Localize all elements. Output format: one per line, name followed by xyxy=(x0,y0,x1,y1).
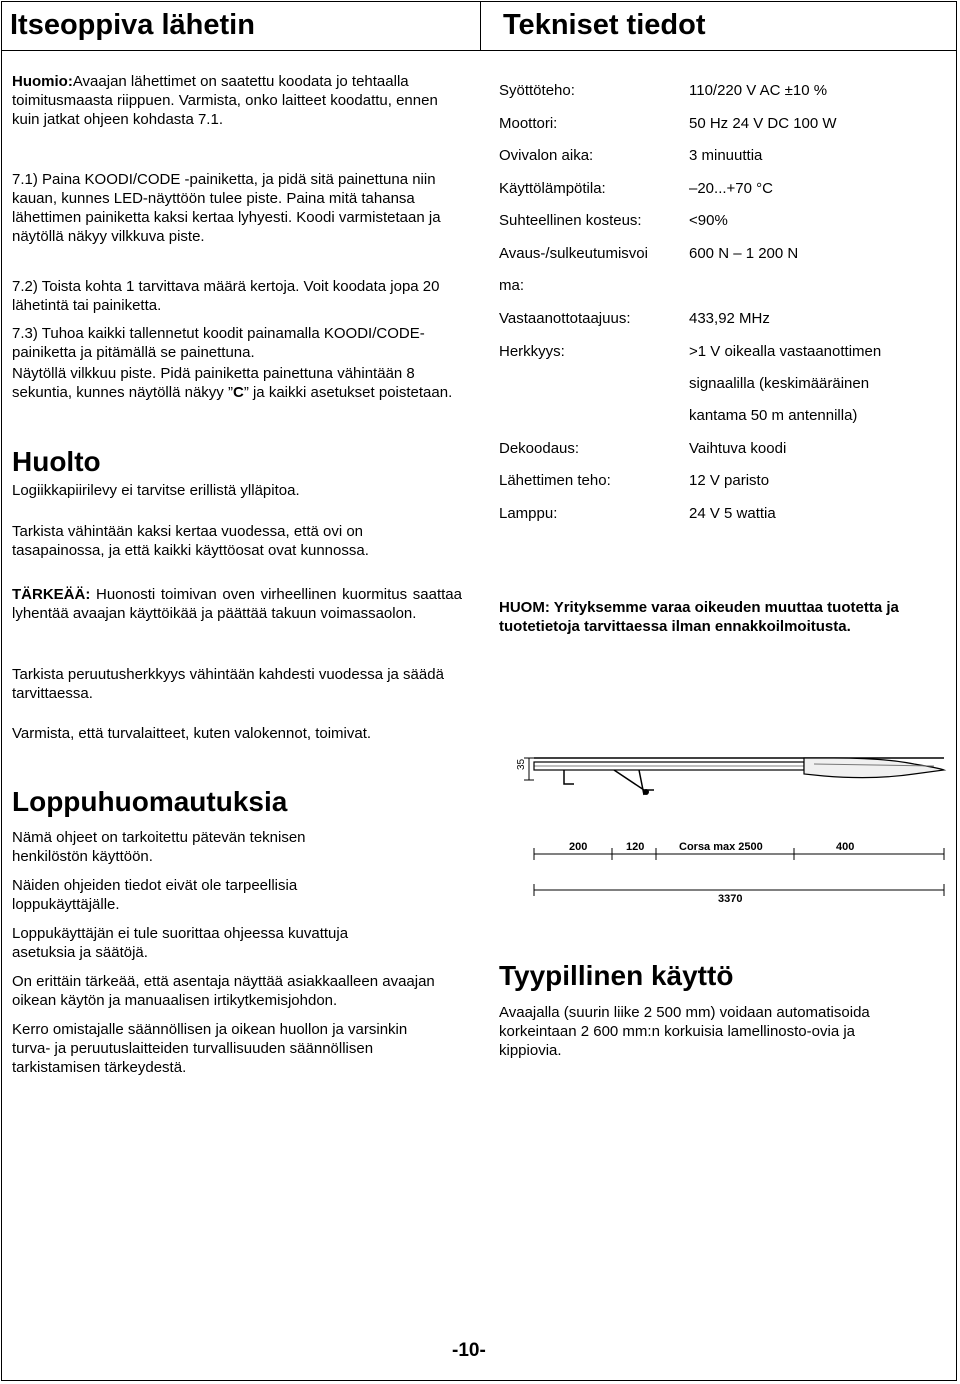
spec-row xyxy=(499,310,939,330)
final-notes-heading: Loppuhuomautuksia xyxy=(12,786,288,817)
spec-label: Lähettimen teho: xyxy=(499,472,611,489)
spec-value: signaalilla (keskimääräinen xyxy=(689,375,870,392)
spec-value: 600 N – 1 200 N xyxy=(689,245,799,262)
dim-200-label: 200 xyxy=(569,841,588,853)
page-number: -10- xyxy=(452,1340,486,1361)
maintenance-safety-devices: Varmista, että turvalaitteet, kuten valokennot, toimivat. xyxy=(12,725,372,742)
dim-35-label: 35 xyxy=(516,758,527,770)
note-text: Avaajan lähettimet on saatettu koodata jo tehtaalla toimitusmaasta riippuen. Varmista, onko laitteet koodattu, ennen kuin jatkat ohjeen kohdasta 7.1. xyxy=(12,73,438,128)
spec-row xyxy=(499,245,939,265)
arm-joint xyxy=(643,789,649,795)
step-7-3-a: 7.3) Tuhoa kaikki tallennetut koodit painamalla KOODI/CODE-painiketta ja pitämällä se painettuna. xyxy=(12,325,425,361)
motor-head xyxy=(804,758,944,778)
spec-value: >1 V oikealla vastaanottimen xyxy=(689,343,882,360)
typical-use-text: Avaajalla (suurin liike 2 500 mm) voidaan automatisoida korkeintaan 2 600 mm:n korkuisia lamellinosto-ovia ja kippiovia. xyxy=(499,1004,870,1059)
dim-120-label: 120 xyxy=(626,841,645,853)
header-divider xyxy=(1,50,957,51)
spec-label: Suhteellinen kosteus: xyxy=(499,212,642,229)
step-7-3-b xyxy=(12,364,478,402)
final-note-4: On erittäin tärkeää, että asentaja näyttää asiakkaalleen avaajan oikean käytön ja manuaalisen irtikytkemisjohdon. xyxy=(12,973,435,1009)
spec-value: <90% xyxy=(689,212,728,229)
spec-row xyxy=(499,212,939,232)
spec-label: Dekoodaus: xyxy=(499,440,580,457)
spec-value: 3 minuuttia xyxy=(689,147,763,164)
spec-row xyxy=(499,82,939,102)
spec-value: 110/220 V AC ±10 % xyxy=(689,82,828,99)
spec-label: Herkkyys: xyxy=(499,343,565,360)
spec-label: Avaus-/sulkeutumisvoi xyxy=(499,245,648,262)
spec-value: 24 V 5 wattia xyxy=(689,505,776,522)
spec-label: Vastaanottotaajuus: xyxy=(499,310,631,327)
spec-label: Käyttölämpötila: xyxy=(499,180,606,197)
important-text: Huonosti toimivan oven virheellinen kuormitus saattaa lyhentää avaajan käyttöikää ja päättää takuun voimassaolon. xyxy=(12,586,462,622)
note-label: Huomio: xyxy=(12,73,73,90)
final-note-5: Kerro omistajalle säännöllisen ja oikean huollon ja varsinkin turva- ja peruutuslaitteiden turvallisuuden säännöllisen tarkistamisen tärkeydestä. xyxy=(12,1021,408,1076)
dim-3370-label: 3370 xyxy=(718,893,743,905)
dim-400-label: 400 xyxy=(836,841,855,853)
installation-dimension-diagram xyxy=(494,740,950,910)
spec-label: Lamppu: xyxy=(499,505,558,522)
spec-row xyxy=(499,375,939,395)
spec-row xyxy=(499,180,939,200)
maintenance-heading: Huolto xyxy=(12,446,101,477)
spec-label: ma: xyxy=(499,277,525,294)
spec-row xyxy=(499,343,939,363)
right-header-title: Tekniset tiedot xyxy=(503,9,706,41)
spec-value: 433,92 MHz xyxy=(689,310,770,327)
step-7-1: 7.1) Paina KOODI/CODE -painiketta, ja pidä sitä painettuna niin kauan, kunnes LED-näyttöön tulee piste. Paina mitä tahansa lähettimen painiketta kaksi kertaa lyhyesti. Koodi varmistetaan ja näytöllä näkyy vilkkuva piste. xyxy=(12,171,441,245)
important-label: TÄRKEÄÄ: xyxy=(12,586,91,603)
spec-row xyxy=(499,407,939,427)
final-note-2: Näiden ohjeiden tiedot eivät ole tarpeellisia loppukäyttäjälle. xyxy=(12,877,298,913)
spec-label: Moottori: xyxy=(499,115,558,132)
spec-row xyxy=(499,505,939,525)
maintenance-sensitivity: Tarkista peruutusherkkyys vähintään kahdesti vuodessa ja säädä tarvittaessa. xyxy=(12,666,444,702)
step-7-3-b-text-2: ” ja kaikki asetukset poistetaan. xyxy=(243,384,453,401)
spec-label: Ovivalon aika: xyxy=(499,147,594,164)
spec-row xyxy=(499,147,939,167)
door-arm xyxy=(564,770,654,795)
spec-value: kantama 50 m antennilla) xyxy=(689,407,858,424)
note-paragraph xyxy=(12,72,452,129)
important-note xyxy=(12,585,462,623)
maintenance-logic-board: Logiikkapiirilevy ei tarvitse erillistä ylläpitoa. xyxy=(12,482,300,499)
spec-value: 50 Hz 24 V DC 100 W xyxy=(689,115,837,132)
spec-row xyxy=(499,277,939,297)
left-header-title: Itseoppiva lähetin xyxy=(10,9,255,41)
step-7-2: 7.2) Toista kohta 1 tarvittava määrä kertoja. Voit koodata jopa 20 lähetintä tai painiketta. xyxy=(12,278,440,314)
step-7-3-b-text-1: Näytöllä vilkkuu piste. Pidä painiketta painettuna vähintään 8 sekuntia, kunnes näytöllä näkyy ” xyxy=(12,365,415,401)
product-change-notice: HUOM: Yrityksemme varaa oikeuden muuttaa tuotetta ja tuotetietoja tarvittaessa ilman ennakkoilmoitusta. xyxy=(499,599,899,635)
spec-row xyxy=(499,115,939,135)
step-7-3-c-letter: C xyxy=(232,384,244,401)
spec-row xyxy=(499,440,939,460)
final-note-3: Loppukäyttäjän ei tule suorittaa ohjeessa kuvattuja asetuksia ja säätöjä. xyxy=(12,925,349,961)
dim-corsa-label: Corsa max 2500 xyxy=(679,841,763,853)
spec-row xyxy=(499,472,939,492)
spec-value: –20...+70 °C xyxy=(689,180,773,197)
spec-value: 12 V paristo xyxy=(689,472,770,489)
spec-label: Syöttöteho: xyxy=(499,82,575,99)
spec-value: Vaihtuva koodi xyxy=(689,440,787,457)
maintenance-balance-check: Tarkista vähintään kaksi kertaa vuodessa, että ovi on tasapainossa, ja että kaikki käyttöosat ovat kunnossa. xyxy=(12,523,369,559)
final-note-1: Nämä ohjeet on tarkoitettu pätevän teknisen henkilöstön käyttöön. xyxy=(12,829,306,865)
header-column-divider xyxy=(480,1,481,51)
typical-use-heading: Tyypillinen käyttö xyxy=(499,960,734,991)
